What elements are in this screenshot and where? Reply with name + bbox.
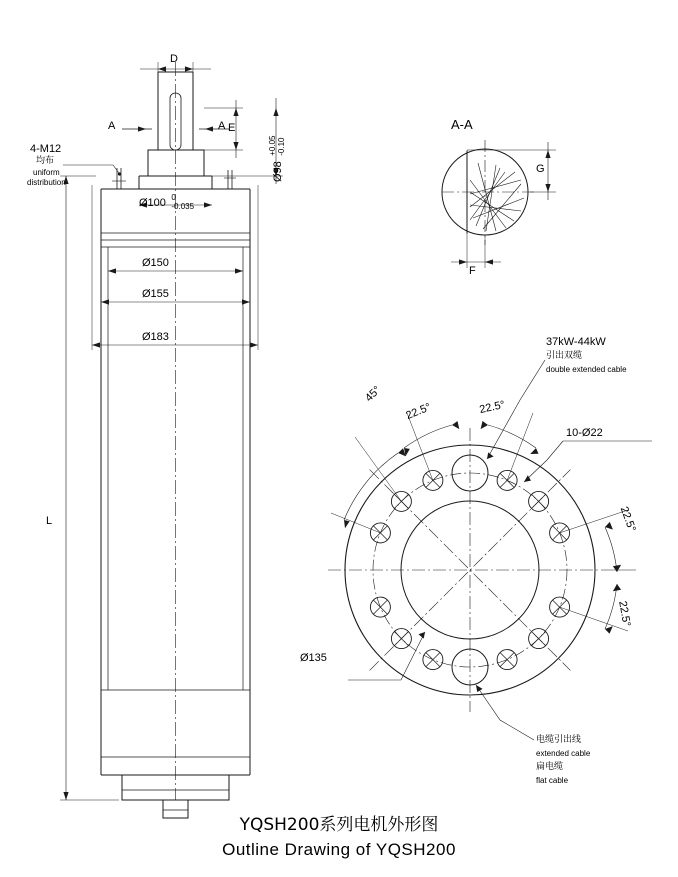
dimension-label-length: L: [46, 515, 53, 527]
angle-label-22-5-d: 22.5°: [616, 600, 633, 628]
section-mark-a-left: A: [108, 120, 116, 132]
tolerance-98-upper: +0.05: [268, 135, 277, 156]
angle-label-22-5-b: 22.5°: [478, 398, 507, 417]
dimension-label-98: Ø98: [272, 161, 285, 182]
dimension-label-155: Ø155: [142, 288, 169, 300]
bolt-callout-uniform-en-2: distribution: [27, 178, 66, 187]
angle-label-22-5-c: 22.5°: [617, 505, 638, 534]
tolerance-98-lower: -0.10: [277, 137, 287, 156]
tolerance-100-upper: 0: [171, 193, 176, 202]
section-mark-a-right: A: [218, 120, 226, 132]
dimension-label-shaft-diameter: D: [170, 53, 178, 65]
dimension-group-100: [139, 193, 194, 211]
callout-10-holes-22: 10-Ø22: [566, 427, 603, 439]
angle-label-45: 45°: [363, 383, 384, 405]
tolerance-100-lower: -0.035: [171, 202, 195, 212]
callout-flat-cable-cn: 扁电缆: [536, 762, 564, 772]
dimension-label-g: G: [536, 163, 545, 175]
flange-face-view: [328, 360, 652, 740]
motor-elevation-view: [60, 62, 283, 818]
angle-label-22-5-a: 22.5°: [404, 401, 433, 423]
callout-power-range: 37kW-44kW: [546, 336, 606, 348]
section-a-a-view: [442, 140, 556, 268]
bolt-callout-uniform-cn: 均布: [36, 156, 55, 166]
drawing-title-en: Outline Drawing of YQSH200: [222, 840, 456, 859]
dimension-group-98: [268, 136, 286, 183]
section-title-a-a: A-A: [451, 117, 473, 132]
bolt-callout-4-m12: 4-M12: [30, 143, 62, 155]
callout-extended-cable-cn: 电缆引出线: [536, 735, 582, 745]
callout-extended-cable-en: extended cable: [536, 749, 591, 758]
dimension-label-shaft-length: E: [228, 122, 236, 134]
dimension-label-183: Ø183: [142, 331, 169, 343]
dimension-label-100: Ø100: [139, 197, 166, 210]
callout-double-cable-cn: 引出双缆: [546, 351, 583, 361]
dimension-label-150: Ø150: [142, 257, 169, 269]
callout-flat-cable-en: flat cable: [536, 776, 569, 785]
dimension-label-f: F: [469, 265, 476, 277]
callout-double-cable-en: double extended cable: [546, 365, 627, 374]
drawing-title-cn: YQSH200系列电机外形图: [239, 815, 439, 835]
bolt-callout-uniform-en-1: uniform: [33, 168, 60, 177]
dimension-label-135: Ø135: [300, 652, 327, 664]
